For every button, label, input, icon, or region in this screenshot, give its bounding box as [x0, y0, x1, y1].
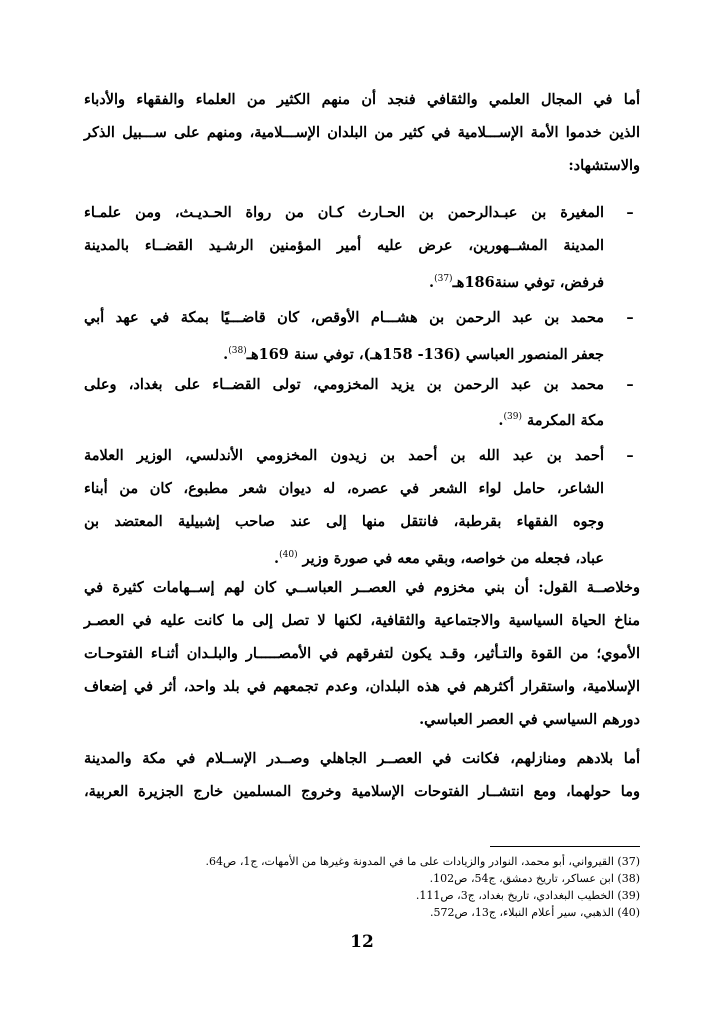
conclusion-line-4: الإسلامية، واستقرار أكثرهم في هذه البلدان، وعدم تجمعهم في بلد واحد، أثر في إضعاف: [84, 678, 640, 695]
conclusion-line-1: وخلاصــة القول: أن بني مخزوم في العصــر العباســي كان لهم إســهامات كثيرة في: [84, 579, 640, 596]
footnote-37: (37) القيرواني، أبو محمد، النوادر والزيادات على ما في المدونة وغيرها من الأمهات، ج1، ص64.: [205, 855, 640, 868]
intro-line-2: الذين خدموا الأمة الإســـلامية في كثير من البلدان الإســـلامية، ومنهم على ســـبيل الذكر: [84, 124, 640, 141]
item-2-line-2: جعفر المنصور العباسي (136- 158هـ)، توفي سنة 169هـ$^{(38)}$.: [223, 345, 604, 363]
bullet-marker: –: [626, 376, 634, 393]
item-4-line-4: عباد، فجعله من خواصه، وبقي معه في صورة وزير $^{(40)}$.: [274, 549, 604, 567]
footnote-ref-39[interactable]: (39): [503, 412, 522, 422]
footnote-ref-38[interactable]: (38): [228, 346, 247, 356]
item-4-line-3: وجوه الفقهاء بقرطبة، فانتقل منها إلى عند صاحب إشبيلية المعتضد بن: [84, 513, 604, 530]
closing-line-1: أما بلادهم ومنازلهم، فكانت في العصــر الجاهلي وصــدر الإســلام في مكة والمدينة: [84, 750, 640, 767]
item-1-line-2: المدينة المشــهورين، عرض عليه أمير المؤمنين الرشـيد القضــاء بالمدينة: [84, 237, 604, 254]
intro-line-1: أما في المجال العلمي والثقافي فنجد أن منهم الكثير من العلماء والفقهاء والأدباء: [84, 91, 640, 108]
page-number: 12: [350, 932, 374, 952]
conclusion-line-3: الأموي؛ من القوة والتـأثير، وقـد يكون لتفرقهم في الأمصـــــار والبلـدان أثنـاء الفتوحـات: [84, 645, 640, 662]
conclusion-line-2: مناخ الحياة السياسية والاجتماعية والثقافية، لكنها لا تصل إلى ما كانت عليه في العصـر: [84, 612, 640, 629]
footnote-39: (39) الخطيب البغدادي، تاريخ بغداد، ج3، ص111.: [415, 889, 640, 902]
footnote-separator: [490, 846, 640, 847]
conclusion-line-5: دورهم السياسي في العصر العباسي.: [419, 711, 640, 728]
closing-line-2: وما حولهما، ومع انتشــار الفتوحات الإسلامية وخروج المسلمين خارج الجزيرة العربية،: [84, 783, 640, 800]
item-3-line-1: محمد بن عبد الرحمن بن يزيد المخزومي، تولى القضــاء على بغداد، وعلى: [84, 376, 604, 393]
item-3-line-2: مكة المكرمة $^{(39)}$.: [498, 411, 604, 429]
bullet-marker: –: [626, 309, 634, 326]
footnote-40: (40) الذهبي، سير أعلام النبلاء، ج13، ص572.: [430, 906, 640, 919]
item-1-line-3: فرفض، توفي سنة186هـ$^{(37)}$.: [429, 273, 604, 291]
footnote-ref-40[interactable]: (40): [279, 550, 298, 560]
bullet-marker: –: [626, 204, 634, 221]
item-4-line-2: الشاعر، حامل لواء الشعر في عصره، له ديوان شعر مطبوع، كان من أبناء: [84, 480, 604, 497]
item-4-line-1: أحمد بن عبد الله بن أحمد بن زيدون المخزومي الأندلسي، الوزير العلامة: [84, 447, 604, 464]
item-2-line-1: محمد بن عبد الرحمن بن هشـــام الأوقص، كان قاضـــيًا بمكة في عهد أبي: [84, 309, 604, 326]
bullet-marker: –: [626, 447, 634, 464]
footnote-ref-37[interactable]: (37): [434, 274, 453, 284]
intro-line-3: والاستشهاد:: [568, 157, 640, 174]
item-1-line-1: المغيرة بن عبـدالرحمن بن الحـارث كـان من رواة الحـديـث، ومن علمـاء: [84, 204, 604, 221]
footnote-38: (38) ابن عساكر، تاريخ دمشق، ج54، ص102.: [429, 872, 640, 885]
